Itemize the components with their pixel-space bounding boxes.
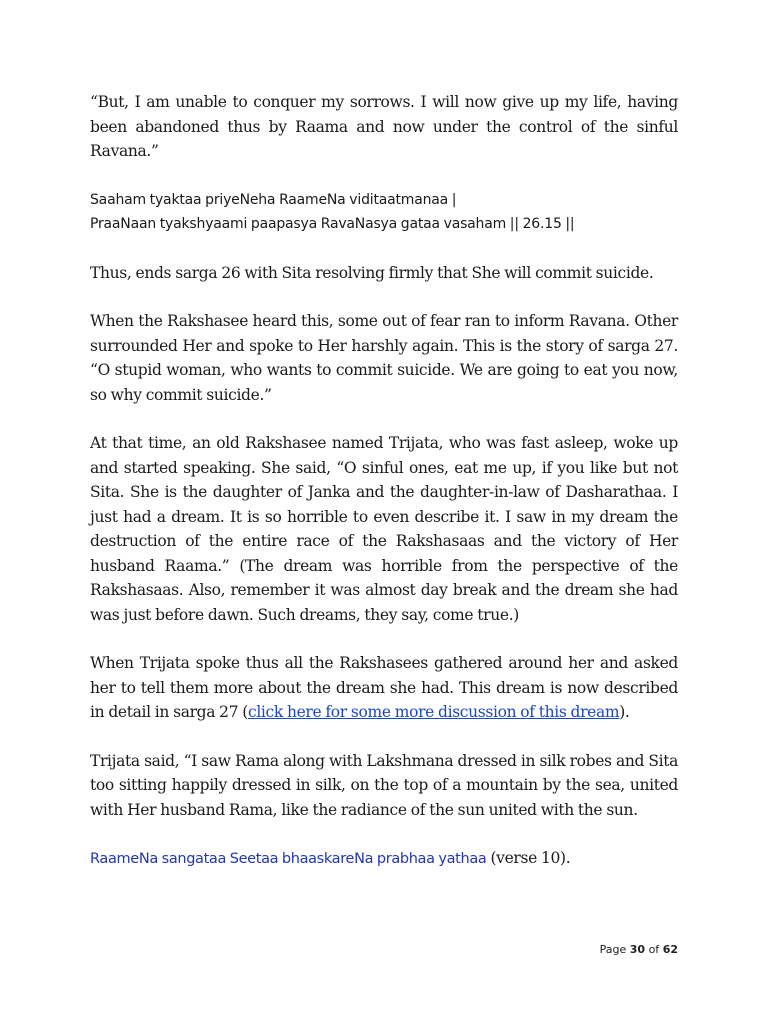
paragraph-trijata-vision: Trijata said, “I saw Rama along with Lakshmana dressed in silk robes and Sita too sitting happily dressed in silk, on the top of a mountain by the sea, united with Her husband Rama, like the radiance of the sun united with the sun.	[90, 751, 678, 819]
verse-line-2: PraaNaan tyakshyaami paapasya RavaNasya gataa vasaham || 26.15 ||	[90, 216, 575, 232]
paragraph-sita-lament: “But, I am unable to conquer my sorrows. I will now give up my life, having been abandoned thus by Raama and now under the control of the sinful Ravana.”	[90, 93, 678, 160]
dream-detail-close: ).	[619, 703, 630, 721]
paragraph-trijata-dream: At that time, an old Rakshasee named Trijata, who was fast asleep, woke up and started speaking. She said, “O sinful ones, eat me up, if you like but not Sita. She is the daughter of Janka and the daughter-in-law of Dasharathaa. I just had a dream. It is so horrible to even describe it. I saw in my dream the destruction of the entire race of the Rakshasaas and the victory of Her husband Raama.” (The dream was horrible from the perspective of the Rakshasaas. Also, remember it was almost day break and the dream she had was just before dawn. Such dreams, they say, come true.)	[90, 434, 678, 624]
sanskrit-verse-10: RaameNa sangataa Seetaa bhaaskareNa prabhaa yathaa	[90, 851, 487, 867]
of-label: of	[648, 943, 660, 956]
total-pages-number: 62	[662, 943, 678, 956]
page-number-footer	[600, 943, 678, 956]
paragraph-sarga-26-end: Thus, ends sarga 26 with Sita resolving firmly that She will commit suicide.	[90, 263, 654, 282]
dream-detail-text: When Trijata spoke thus all the Rakshasees gathered around her and asked her to tell them more about the dream she had. This dream is now described in detail in sarga 27 (	[90, 654, 678, 721]
verse-26-15	[90, 188, 678, 237]
page-label: Page	[599, 943, 627, 956]
verse-10-reference: (verse 10).	[486, 849, 571, 867]
paragraph-verse-10	[90, 846, 678, 872]
document-page	[90, 90, 678, 896]
dream-discussion-link[interactable]: click here for some more discussion of this dream	[247, 703, 620, 721]
verse-line-1: Saaham tyaktaa priyeNeha RaameNa viditaatmanaa |	[90, 191, 457, 208]
paragraph-rakshasee-response: When the Rakshasee heard this, some out of fear ran to inform Ravana. Other surrounded Her and spoke to Her harshly again. This is the story of sarga 27. “O stupid woman, who wants to commit suicide. We are going to eat you now, so why commit suicide.”	[90, 312, 678, 404]
paragraph-dream-detail	[90, 651, 678, 725]
current-page-number: 30	[629, 943, 646, 956]
